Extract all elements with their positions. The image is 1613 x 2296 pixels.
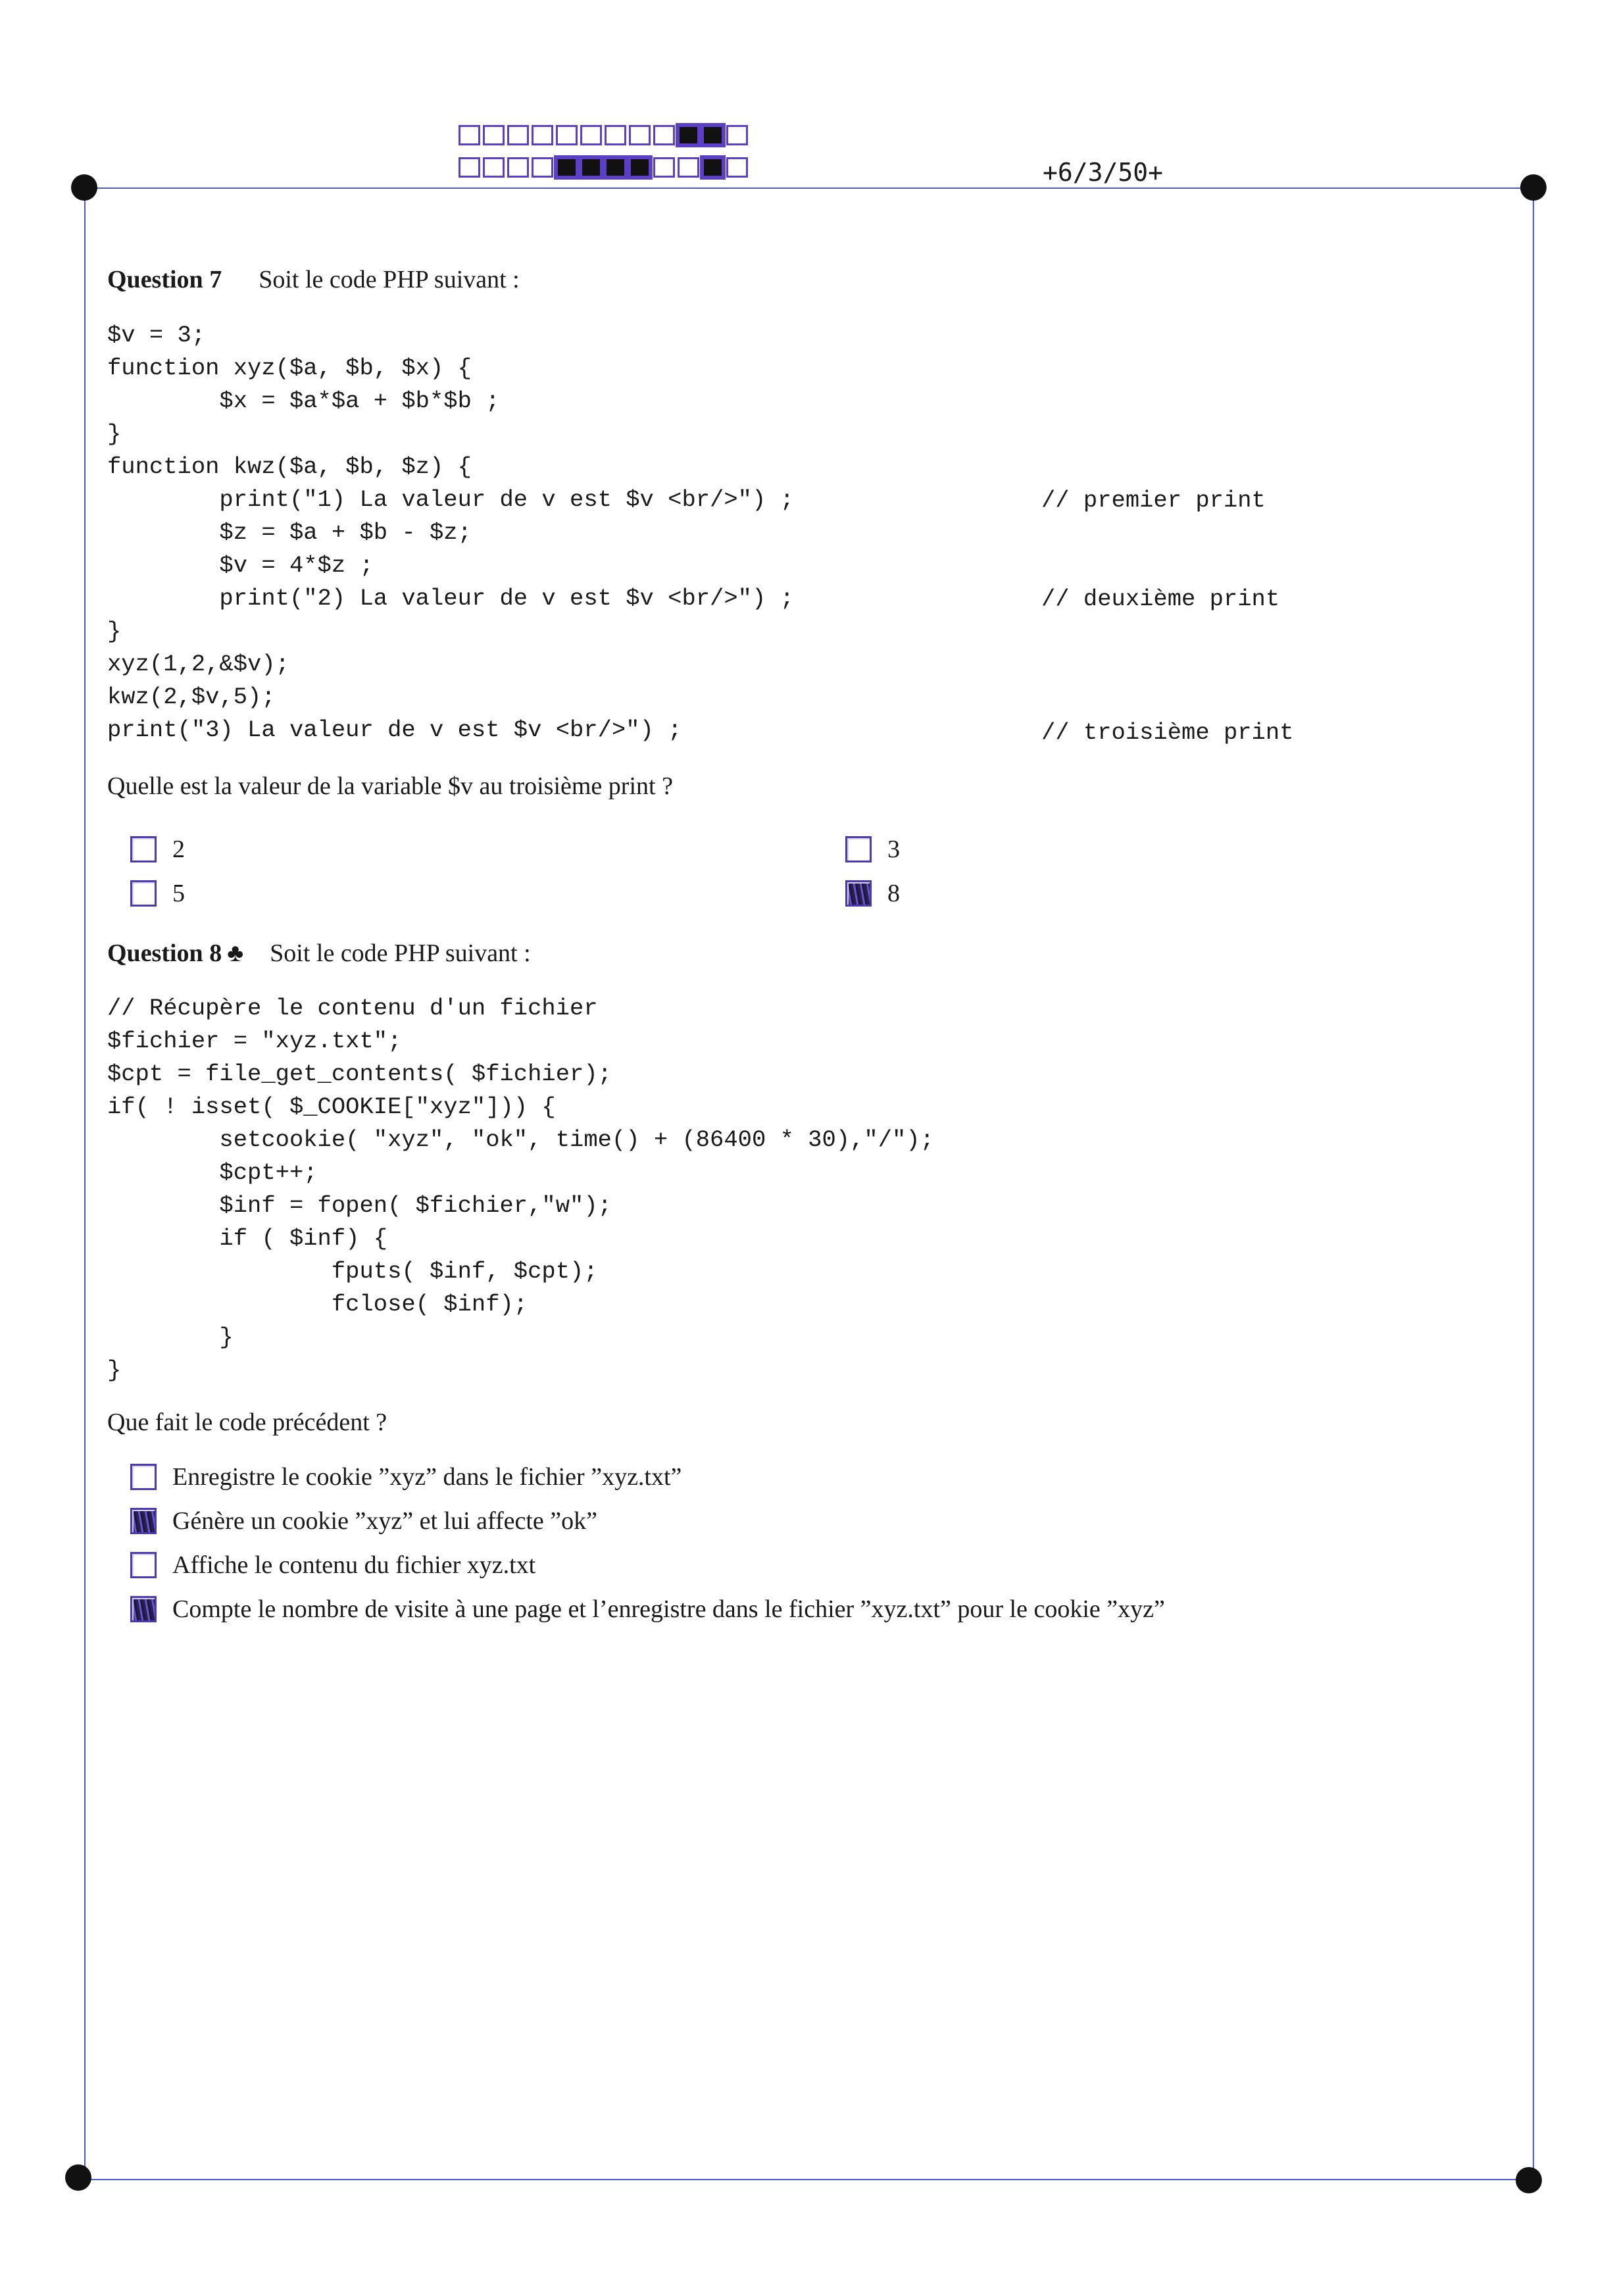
- q7-choice-8-checkbox[interactable]: [845, 880, 872, 907]
- id-box: [678, 125, 699, 145]
- q7-choice-3-label: 3: [887, 836, 900, 863]
- id-box: [702, 125, 724, 145]
- question-7-code: $v = 3; function xyz($a, $b, $x) { $x = $a*$a + $b*$b ; } function kwz($a, $b, $z) { print("1) La valeur de v est $v <br/>") ; $z = $a + $b - $z; $v = 4*$z ; print("2) La valeur de v est $v <br/>") ; } xyz(1,2,&$v); kwz(2,$v,5); print("3) La valeur de v est $v <br/>") ;: [107, 322, 794, 743]
- page-id: +6/3/50+: [1043, 158, 1164, 187]
- frame-right-line: [1533, 187, 1534, 2180]
- q8-choice-3-checkbox[interactable]: [130, 1552, 157, 1578]
- club-icon: ♣: [227, 939, 244, 967]
- question-8-intro: Soit le code PHP suivant :: [270, 939, 531, 967]
- q7-choice-3-checkbox[interactable]: [845, 836, 872, 862]
- student-id-row-2: [459, 157, 751, 178]
- id-box: [629, 157, 651, 178]
- id-box: [629, 125, 651, 145]
- id-box: [726, 157, 748, 178]
- id-box: [653, 157, 675, 178]
- id-box: [556, 157, 578, 178]
- corner-mark-bottom-right: [1516, 2167, 1542, 2193]
- id-box: [459, 125, 480, 145]
- q7-choice-2[interactable]: [130, 835, 185, 864]
- q7-choice-5-checkbox[interactable]: [130, 880, 157, 907]
- question-8-code: // Récupère le contenu d'un fichier $fichier = "xyz.txt"; $cpt = file_get_contents( $fichier); if( ! isset( $_COOKIE["xyz"])) { setcookie( "xyz", "ok", time() + (86400 * 30),"/"); $cpt++; $inf = fopen( $fichier,"w"); if ( $inf) { fputs( $inf, $cpt); fclose( $inf); } }: [107, 995, 934, 1384]
- q8-choice-3-label: Affiche le contenu du fichier xyz.txt: [172, 1551, 536, 1579]
- question-7-intro: Soit le code PHP suivant :: [259, 266, 520, 293]
- q8-choice-4[interactable]: [130, 1595, 1165, 1624]
- frame-left-line: [84, 187, 86, 2180]
- comment-second-print: // deuxième print: [1041, 586, 1280, 612]
- question-8-prompt: Que fait le code précédent ?: [107, 1409, 387, 1436]
- student-id-row-1: [459, 125, 751, 145]
- q8-choice-3[interactable]: [130, 1551, 535, 1580]
- question-7-header: [107, 265, 520, 294]
- question-7-prompt: Quelle est la valeur de la variable $v au troisième print ?: [107, 772, 673, 800]
- id-box: [483, 125, 505, 145]
- comment-third-print: // troisième print: [1041, 719, 1294, 746]
- q7-choice-5[interactable]: [130, 879, 185, 908]
- frame-bottom-line: [79, 2179, 1535, 2180]
- id-box: [726, 125, 748, 145]
- question-8-header: [107, 939, 531, 968]
- q7-choice-2-checkbox[interactable]: [130, 836, 157, 862]
- id-box: [556, 125, 578, 145]
- id-box: [483, 157, 505, 178]
- id-box: [653, 125, 675, 145]
- id-box: [532, 157, 553, 178]
- q8-choice-2[interactable]: [130, 1507, 597, 1535]
- frame-top-line: [86, 187, 1535, 189]
- q8-choice-4-label: Compte le nombre de visite à une page et l’enregistre dans le fichier ”xyz.txt” pour le cookie ”xyz”: [172, 1595, 1165, 1623]
- id-box: [605, 125, 626, 145]
- corner-mark-top-right: [1520, 174, 1547, 201]
- id-box: [580, 157, 602, 178]
- question-8-label: Question 8: [107, 939, 222, 967]
- id-box: [678, 157, 699, 178]
- q8-choice-4-checkbox[interactable]: [130, 1596, 157, 1622]
- question-7-label: Question 7: [107, 266, 222, 293]
- q7-choice-8-label: 8: [887, 880, 900, 907]
- q8-choice-1-label: Enregistre le cookie ”xyz” dans le fichier ”xyz.txt”: [172, 1463, 682, 1491]
- id-box: [532, 125, 553, 145]
- q7-choice-3[interactable]: [845, 835, 900, 864]
- q8-choice-1[interactable]: [130, 1462, 682, 1491]
- corner-mark-top-left: [71, 174, 97, 201]
- q8-choice-2-checkbox[interactable]: [130, 1508, 157, 1534]
- id-box: [459, 157, 480, 178]
- comment-first-print: // premier print: [1041, 487, 1266, 514]
- id-box: [507, 157, 529, 178]
- id-box: [580, 125, 602, 145]
- q8-choice-1-checkbox[interactable]: [130, 1464, 157, 1490]
- id-box: [605, 157, 626, 178]
- id-box: [702, 157, 724, 178]
- q7-choice-5-label: 5: [172, 880, 185, 907]
- q8-choice-2-label: Génère un cookie ”xyz” et lui affecte ”ok”: [172, 1507, 597, 1535]
- id-box: [507, 125, 529, 145]
- q7-choice-8[interactable]: [845, 879, 900, 908]
- corner-mark-bottom-left: [65, 2164, 91, 2191]
- q7-choice-2-label: 2: [172, 836, 185, 863]
